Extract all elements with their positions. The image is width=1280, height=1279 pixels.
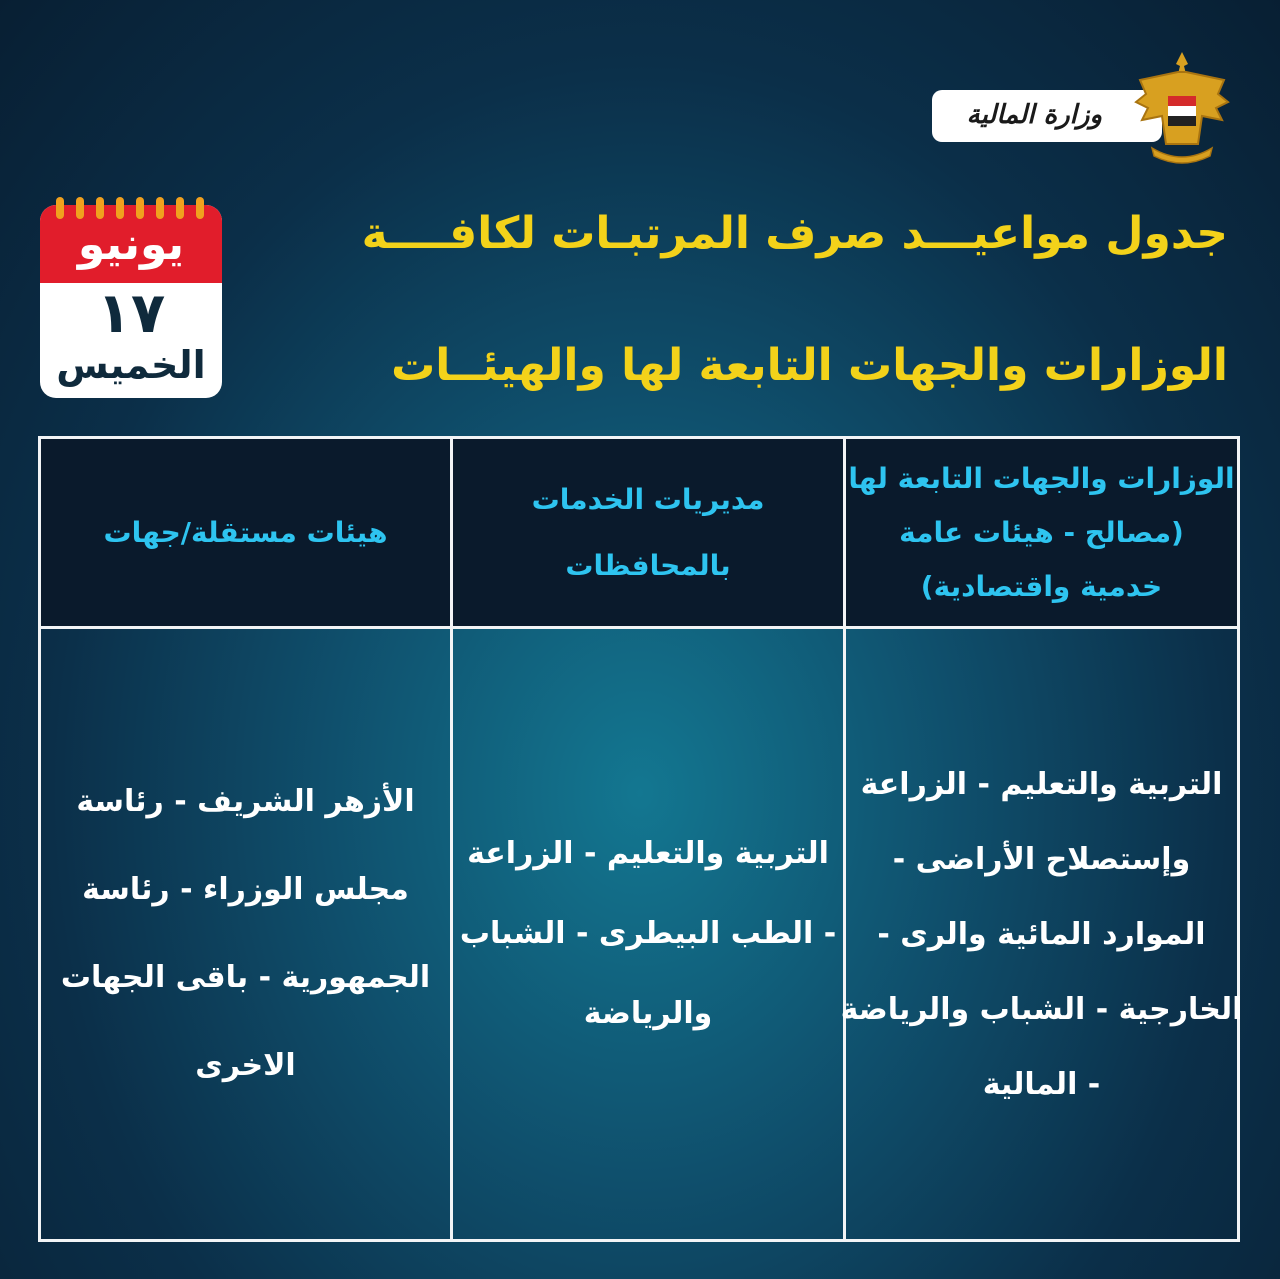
table-cell-directorates [453, 629, 843, 1239]
table-cell-independent-bodies [41, 629, 450, 1239]
calendar-icon [40, 205, 222, 398]
cell-line: الاخرى [195, 1048, 296, 1083]
calendar-ring [196, 197, 204, 219]
calendar-ring [56, 197, 64, 219]
header-line: هيئات مستقلة/جهات [103, 515, 388, 549]
table-header-ministries [846, 439, 1237, 626]
header-line: مديريات الخدمات [531, 482, 765, 516]
calendar-ring [136, 197, 144, 219]
cell-line: التربية والتعليم - الزراعة [467, 836, 829, 871]
cell-line: والرياضة [583, 996, 713, 1031]
header-line: الوزارات والجهات التابعة لها [848, 461, 1235, 495]
table-cell-ministries [840, 629, 1243, 1239]
calendar-rings [40, 197, 222, 221]
calendar-ring [96, 197, 104, 219]
page-title-line-2: الوزارات والجهات التابعة لها والهيئــات [391, 340, 1228, 391]
header-line: بالمحافظات [565, 548, 731, 582]
page-title-line-1: جدول مواعيـــد صرف المرتبـات لكافــــة [361, 208, 1228, 259]
cell-line: وإستصلاح الأراضى - [892, 841, 1191, 877]
header-line: (مصالح - هيئات عامة [899, 515, 1184, 549]
egypt-eagle-emblem-icon [1132, 50, 1232, 168]
calendar-month: يونيو [77, 219, 185, 270]
ministry-logo [932, 90, 1162, 142]
salary-schedule-table [38, 436, 1243, 1242]
calendar-day: ١٧ [96, 281, 166, 346]
calendar-weekday: الخميس [56, 343, 206, 387]
calendar-ring [76, 197, 84, 219]
calendar-ring [156, 197, 164, 219]
cell-line: - الطب البيطرى - الشباب [459, 916, 837, 951]
cell-line: الأزهر الشريف - رئاسة [76, 784, 415, 819]
table-header-directorates [453, 439, 843, 626]
cell-line: الجمهورية - باقى الجهات [60, 960, 431, 995]
calendar-ring [176, 197, 184, 219]
table-header-independent-bodies [41, 439, 450, 626]
cell-line: الخارجية - الشباب والرياضة [840, 991, 1243, 1027]
header-line: خدمية واقتصادية) [920, 569, 1163, 603]
cell-line: التربية والتعليم - الزراعة [860, 766, 1223, 802]
cell-line: - المالية [982, 1066, 1101, 1102]
cell-line: مجلس الوزراء - رئاسة [82, 872, 409, 907]
cell-line: الموارد المائية والرى - [877, 916, 1206, 952]
ministry-name: وزارة المالية [966, 100, 1102, 130]
calendar-ring [116, 197, 124, 219]
